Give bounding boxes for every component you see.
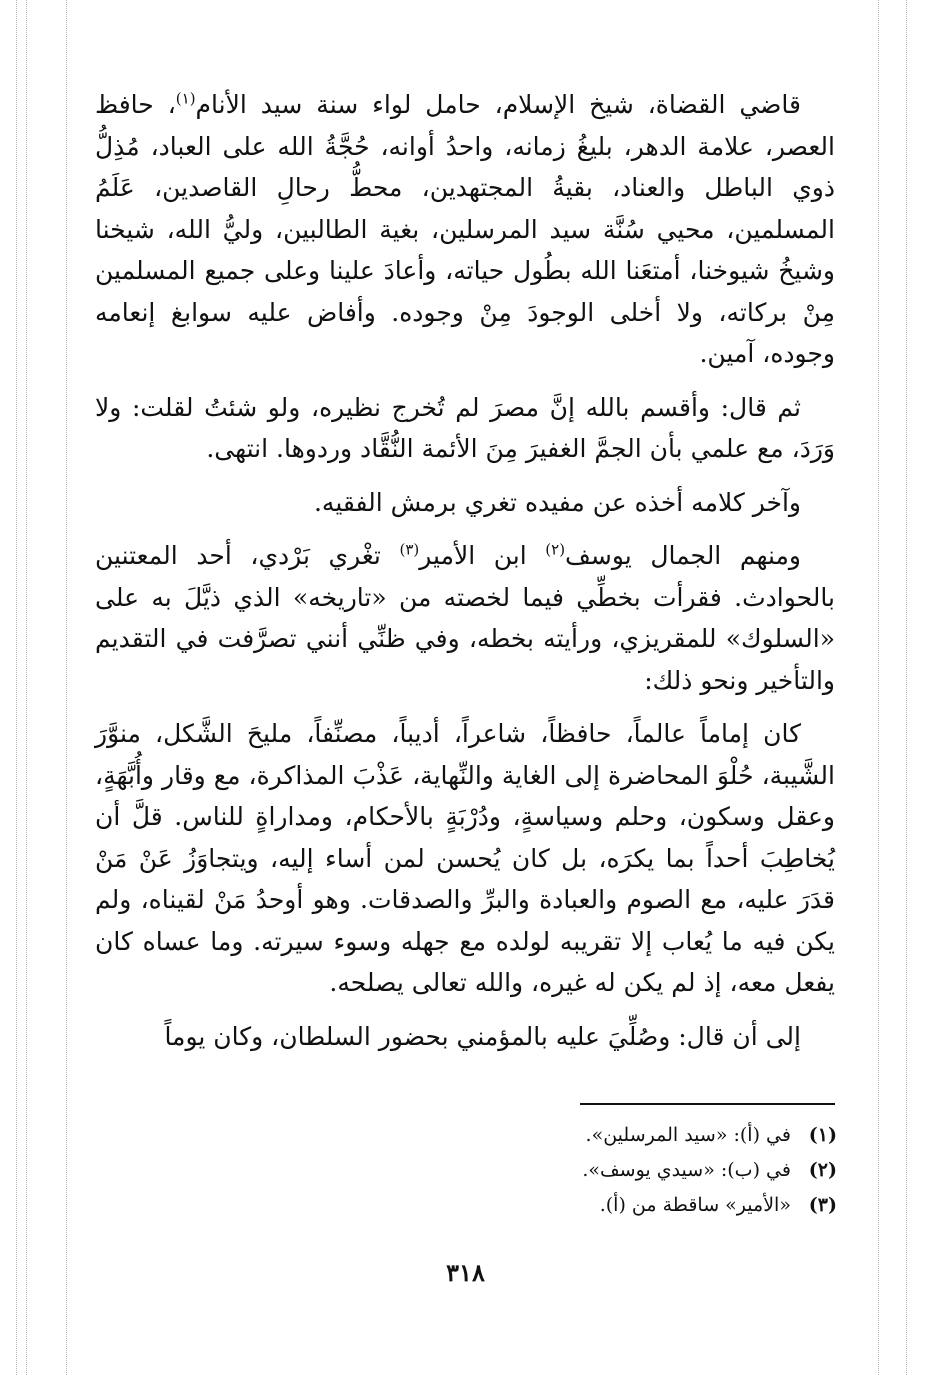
paragraph-text: إلى أن قال: وصُلِّيَ عليه بالمؤمني بحضور السلطان، وكان يوماً [164,1021,801,1051]
paragraph-text: ابن الأمير [419,541,546,570]
footnote-text: في (أ): «سيد المرسلين». [585,1124,791,1146]
footnote-number: (٣) [808,1194,837,1216]
paragraph-4 [95,535,835,701]
scan-margin-guide [66,0,67,1375]
main-text [95,84,835,1069]
scan-margin-guide [16,0,17,1375]
footnote-text: في (ب): «سيدي يوسف». [582,1159,791,1181]
paragraph-text: ثم قال: وأقسم بالله إنَّ مصرَ لم تُخرج نظيره، ولو شئتُ لقلت: ولا وَرَدَ، مع علمي بأن الجمَّ الغفيرَ مِنَ الأئمة النُّقَّاد وردوها. انتهى. [95,392,835,463]
page-number: ٣١٨ [446,1258,485,1287]
footnote-divider [580,1103,835,1105]
footnote-number: (١) [808,1124,837,1146]
paragraph-2 [95,387,835,470]
scan-margin-guide [878,0,879,1375]
footnote-item [400,1188,837,1223]
paragraph-3 [95,482,835,524]
footnote-number: (٢) [808,1159,837,1181]
footnotes [400,1118,837,1223]
footnote-ref[interactable]: (٢) [545,540,566,559]
scan-margin-guide [26,0,27,1375]
footnote-item [400,1153,837,1188]
footnote-text: «الأمير» ساقطة من (أ). [599,1194,791,1216]
footnote-ref[interactable]: (١) [175,89,196,108]
paragraph-6 [95,1016,835,1058]
scan-margin-guide [906,0,907,1375]
footnote-ref[interactable]: (٣) [399,540,420,559]
paragraph-text: تغْري بَرْدي، أحد المعتنين بالحوادث. فقرأت بخطِّي فيما لخصته من «تاريخه» الذي ذيَّلَ به على «السلوك» للمقريزي، ورأيته بخطه، وفي ظنِّي أنني تصرَّفت في التقديم والتأخير ونحو ذلك: [95,541,835,695]
paragraph-text: قاضي القضاة، شيخ الإسلام، حامل لواء سنة سيد الأنام [195,90,801,119]
paragraph-text: كان إماماً عالماً، حافظاً، شاعراً، أديباً، مصنِّفاً، مليحَ الشَّكل، منوَّرَ الشَّيبة، حُلْوَ المحاضرة إلى الغاية والنِّهاية، عَذْبَ المذاكرة، مع وقار وأُبَّهَةٍ، وعقل وسكون، وحلم وسياسةٍ، ودُرْبَةٍ بالأحكام، ومداراةٍ للناس. قلَّ أن يُخاطِبَ أحداً بما يكرَه، بل كان يُحسن لمن أساء إليه، ويتجاوَزُ عَنْ مَنْ قدَرَ عليه، مع الصوم والعبادة والبرِّ والصدقات. وهو أوحدُ مَنْ لقيناه، ولم يكن فيه ما يُعاب إلا تقريبه لولده مع جهله وسوء سيرته. وما عساه كان يفعل معه، إذ لم يكن له غيره، والله تعالى يصلحه. [95,719,835,997]
paragraph-text: ومنهم الجمال يوسف [565,541,801,570]
footnote-item [400,1118,837,1153]
paragraph-5 [95,713,835,1004]
paragraph-1 [95,84,835,375]
paragraph-text: وآخر كلامه أخذه عن مفيده تغري برمش الفقيه. [313,487,801,517]
paragraph-text: ، حافظ العصر، علامة الدهر، بليغُ زمانه، واحدُ أوانه، حُجَّةُ الله على العباد، مُذِلُّ ذوي الباطل والعناد، بقيةُ المجتهدين، محطُّ رحالِ القاصدين، عَلَمُ المسلمين، محيي سُنَّة سيد المرسلين، بغية الطالبين، وليُّ الله، شيخنا وشيخُ شيوخنا، أمتعَنا الله بطُول حياته، وأعادَ علينا وعلى جميع المسلمين مِنْ بركاته، ولا أخلى الوجودَ مِنْ وجوده. وأفاض عليه سوابغ إنعامه وجوده، آمين. [95,90,835,368]
